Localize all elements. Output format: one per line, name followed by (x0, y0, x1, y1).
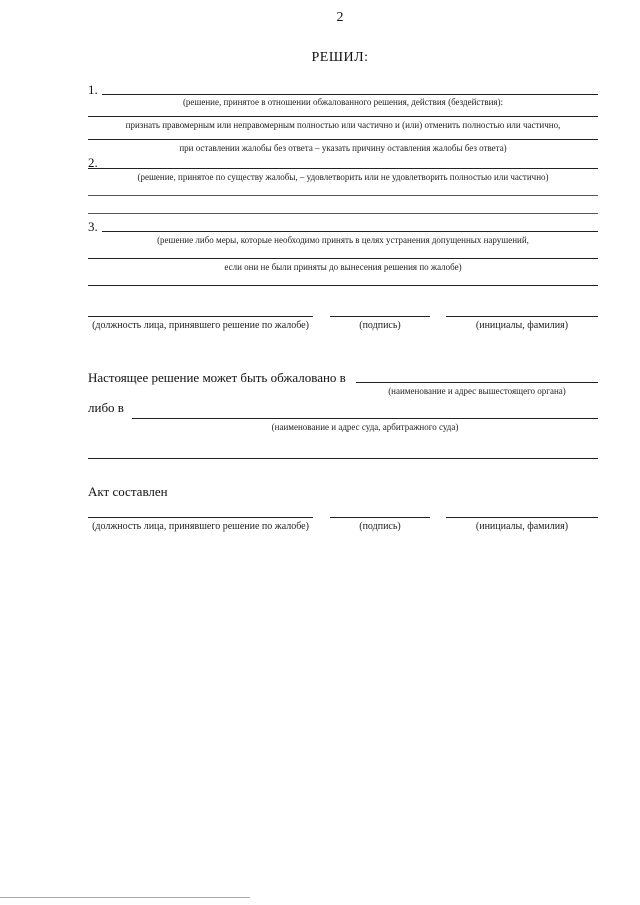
name-line-1 (446, 316, 598, 317)
item-2-number: 2. (88, 155, 98, 170)
or-text: либо в (88, 400, 124, 415)
item-1-caption-1: (решение, принятое в отношении обжалованного решения, действия (бездействия): (182, 97, 504, 107)
item-2-fill-line-3 (88, 213, 598, 214)
higher-body-caption: (наименование и адрес вышестоящего органа) (388, 386, 566, 396)
appeal-text: Настоящее решение может быть обжаловано в (88, 370, 346, 385)
position-caption-1: (должность лица, принявшего решение по жалобе) (92, 320, 309, 331)
item-1-fill-line-3 (88, 139, 598, 140)
scan-edge-line (0, 897, 250, 898)
higher-body-fill-line (356, 382, 598, 383)
item-3-fill-line-2 (88, 258, 598, 259)
position-line-2 (88, 517, 313, 518)
name-caption-1: (инициалы, фамилия) (475, 320, 569, 331)
item-3-number: 3. (88, 219, 98, 234)
name-caption-2: (инициалы, фамилия) (475, 521, 569, 532)
page-number: 2 (336, 10, 344, 25)
court-caption: (наименование и адрес суда, арбитражного суда) (271, 422, 459, 432)
decision-heading: РЕШИЛ: (311, 50, 369, 65)
position-caption-2: (должность лица, принявшего решение по жалобе) (92, 521, 309, 532)
item-2-caption: (решение, принятое по существу жалобы, – удовлетворить или не удовлетворить полностью или частично) (137, 172, 549, 182)
item-1-fill-line-2 (88, 116, 598, 117)
position-line-1 (88, 316, 313, 317)
item-3-caption-1: (решение либо меры, которые необходимо принять в целях устранения допущенных нарушений, (157, 235, 529, 245)
signature-line-2 (330, 517, 430, 518)
item-3-caption-2: если они не были приняты до вынесения решения по жалобе) (224, 262, 462, 272)
item-2-fill-line (88, 168, 598, 169)
item-1-caption-2: признать правомерным или неправомерным полностью или частично и (или) отменить полностью или частично, (125, 120, 561, 130)
item-1-caption-3: при оставлении жалобы без ответа – указать причину оставления жалобы без ответа) (179, 143, 507, 153)
name-line-2 (446, 517, 598, 518)
signature-caption-2: (подпись) (359, 521, 401, 532)
signature-line-1 (330, 316, 430, 317)
item-1-fill-line (102, 94, 598, 95)
signature-caption-1: (подпись) (359, 320, 401, 331)
court-fill-line-2 (88, 458, 598, 459)
item-3-fill-line-3 (88, 285, 598, 286)
act-compiled-label: Акт составлен (88, 484, 168, 499)
court-fill-line (132, 418, 598, 419)
item-2-fill-line-2 (88, 195, 598, 196)
item-3-fill-line (102, 231, 598, 232)
item-1-number: 1. (88, 82, 98, 97)
